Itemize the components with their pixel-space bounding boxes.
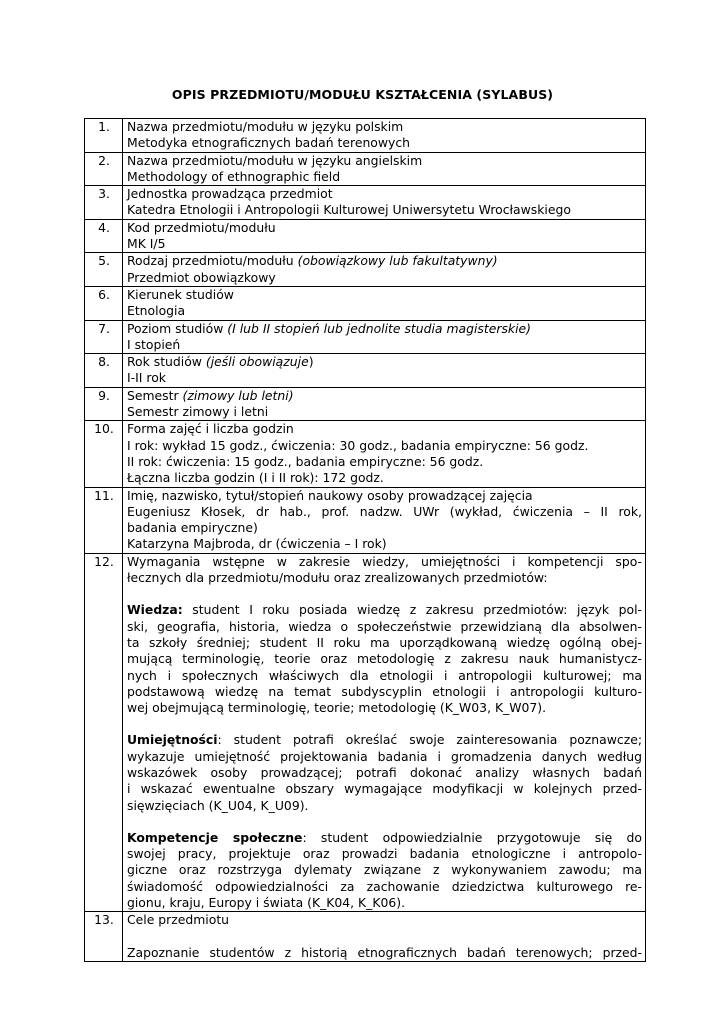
kompetencje-label: Kompetencje społeczne — [127, 829, 303, 845]
row-number: 11. — [85, 487, 123, 553]
umiejetnosci-text: : student potrafi określać swoje zainteresowania poznawcze; — [217, 732, 642, 748]
table-row — [85, 320, 646, 354]
kompetencje-line: swojej pracy, projektuje oraz prowadzi badania etnologiczne i antropolo- — [127, 846, 642, 862]
label-note: (I lub II stopień lub jednolite studia magisterskie) — [227, 320, 531, 336]
row-number: 2. — [85, 152, 123, 186]
row-label: Cele przedmiotu — [127, 912, 230, 928]
table-row — [85, 421, 646, 487]
umiejetnosci-line: wykazuje umiejętność projektowania badania i gromadzenia danych według — [127, 748, 642, 764]
table-row — [85, 487, 646, 553]
table-row — [85, 219, 646, 253]
table-row — [85, 119, 646, 153]
row-value: Katedra Etnologii i Antropologii Kulturowej Uniwersytetu Wrocławskiego — [127, 202, 571, 218]
umiejetnosci-line: sięwzięciach (K_U04, K_U09). — [127, 797, 309, 813]
row-value-line: Zapoznanie studentów z historią etnograficznych badań terenowych; przed- — [127, 944, 642, 960]
row-value-line: badania empiryczne) — [127, 520, 258, 536]
row-label: Nazwa przedmiotu/modułu w języku polskim — [127, 119, 404, 134]
wiedza-line — [127, 602, 642, 618]
document-title: OPIS PRZEDMIOTU/MODUŁU KSZTAŁCENIA (SYLABUS) — [171, 87, 554, 102]
row-content — [123, 186, 646, 220]
kompetencje-line — [127, 830, 642, 846]
row-content — [123, 354, 646, 388]
row-content — [123, 553, 646, 912]
row-value-line: I rok: wykład 15 godz., ćwiczenia: 30 godz., badania empiryczne: 56 godz. — [127, 437, 589, 453]
syllabus-table — [84, 118, 646, 962]
row-value-line: II rok: ćwiczenia: 15 godz., badania empiryczne: 56 godz. — [127, 453, 484, 469]
row-content — [123, 286, 646, 320]
row-content — [123, 219, 646, 253]
table-row — [85, 186, 646, 220]
row-value: Semestr zimowy i letni — [127, 404, 269, 420]
row-number: 1. — [85, 119, 123, 153]
label-text: Rok studiów — [127, 354, 202, 370]
spacer — [127, 929, 642, 945]
table-row — [85, 912, 646, 962]
label-close: ) — [308, 354, 314, 370]
row-value: I stopień — [127, 336, 181, 352]
umiejetnosci-line — [127, 732, 642, 748]
spacer — [127, 586, 642, 602]
umiejetnosci-line: i wskazać ewentualne obszary wymagające modyfikacji w kolejnych przed- — [127, 781, 642, 797]
row-number: 13. — [85, 912, 123, 962]
wiedza-label: Wiedza: — [127, 602, 183, 618]
row-value: Methodology of ethnographic field — [127, 168, 341, 184]
wiedza-line: ta szkoły średniej; student II roku ma uporządkowaną wiedzę ogólną obej- — [127, 634, 642, 650]
wiedza-line: ski, geografia, historia, wiedza o społeczeństwie przewidzianą dla absolwen- — [127, 618, 642, 634]
requirements-intro-line: Wymagania wstępne w zakresie wiedzy, umiejętności i kompetencji spo- — [127, 553, 642, 569]
wiedza-line: mującą terminologię, teorie oraz metodologię z zakresu nauk humanistycz- — [127, 651, 642, 667]
row-label: Kierunek studiów — [127, 286, 234, 302]
wiedza-line: wej obejmującą terminologię, teorie; metodologię (K_W03, K_W07). — [127, 700, 547, 716]
kompetencje-text: : student odpowiedzialnie przygotowuje się do — [302, 829, 643, 845]
row-content — [123, 119, 646, 153]
row-label — [127, 388, 642, 404]
row-value: Etnologia — [127, 303, 186, 319]
row-label — [127, 253, 642, 269]
table-row — [85, 354, 646, 388]
wiedza-line: podstawową wiedzę na temat subdyscyplin etnologii i antropologii kulturo- — [127, 683, 642, 699]
row-number: 6. — [85, 286, 123, 320]
row-value: MK I/5 — [127, 236, 166, 252]
row-number: 10. — [85, 421, 123, 487]
row-number: 7. — [85, 320, 123, 354]
label-text: Rodzaj przedmiotu/modułu — [127, 253, 294, 269]
row-content — [123, 912, 646, 962]
row-value-line: Eugeniusz Kłosek, dr hab., prof. nadzw. UWr (wykład, ćwiczenia – II rok, — [127, 503, 642, 519]
row-value: Metodyka etnograficznych badań terenowych — [127, 135, 411, 151]
row-label: Forma zajęć i liczba godzin — [127, 421, 294, 437]
row-value-line: Łączna liczba godzin (I i II rok): 172 godz. — [127, 470, 384, 486]
table-row — [85, 553, 646, 912]
row-number: 8. — [85, 354, 123, 388]
row-content — [123, 421, 646, 487]
row-label — [127, 321, 642, 337]
label-note: (jeśli obowiązuje — [205, 354, 309, 370]
row-content — [123, 487, 646, 553]
row-value: I-II rok — [127, 370, 166, 386]
row-number: 3. — [85, 186, 123, 220]
spacer — [127, 716, 642, 732]
umiejetnosci-line: wskazówek osoby prowadzącej; potrafi dokonać analizy własnych badań — [127, 764, 642, 780]
kompetencje-line: świadomość odpowiedzialności za zachowanie dziedzictwa kulturowego re- — [127, 878, 642, 894]
umiejetnosci-label: Umiejętności — [127, 732, 218, 748]
row-label: Imię, nazwisko, tytuł/stopień naukowy osoby prowadzącej zajęcia — [127, 487, 533, 503]
row-content — [123, 320, 646, 354]
row-label — [127, 354, 642, 370]
row-content — [123, 152, 646, 186]
row-number: 5. — [85, 253, 123, 287]
row-number: 4. — [85, 219, 123, 253]
spacer — [127, 814, 642, 830]
label-note: (obowiązkowy lub fakultatywny) — [297, 253, 498, 269]
row-label: Nazwa przedmiotu/modułu w języku angielskim — [127, 152, 423, 168]
row-value-line: Katarzyna Majbroda, dr (ćwiczenia – I rok) — [127, 536, 387, 552]
row-label: Kod przedmiotu/modułu — [127, 219, 276, 235]
wiedza-line: nych i społecznych właściwych dla etnologii i antropologii kulturowej; ma — [127, 667, 642, 683]
row-value: Przedmiot obowiązkowy — [127, 269, 276, 285]
table-row — [85, 286, 646, 320]
row-number: 12. — [85, 553, 123, 912]
requirements-intro-line: łecznych dla przedmiotu/modułu oraz zrealizowanych przedmiotów: — [127, 570, 548, 586]
label-text: Poziom studiów — [127, 320, 224, 336]
kompetencje-line: gionu, kraju, Europy i świata (K_K04, K_K06). — [127, 895, 406, 911]
table-row — [85, 253, 646, 287]
wiedza-text: student I roku posiada wiedzę z zakresu przedmiotów: język pol- — [192, 602, 642, 618]
row-content — [123, 387, 646, 421]
row-content — [123, 253, 646, 287]
row-number: 9. — [85, 387, 123, 421]
kompetencje-line: giczne oraz rozstrzyga dylematy związane z wykonywaniem zawodu; ma — [127, 862, 642, 878]
table-row — [85, 152, 646, 186]
label-note: (zimowy lub letni) — [182, 387, 294, 403]
label-text: Semestr — [127, 387, 179, 403]
table-row — [85, 387, 646, 421]
row-label: Jednostka prowadząca przedmiot — [127, 186, 333, 202]
